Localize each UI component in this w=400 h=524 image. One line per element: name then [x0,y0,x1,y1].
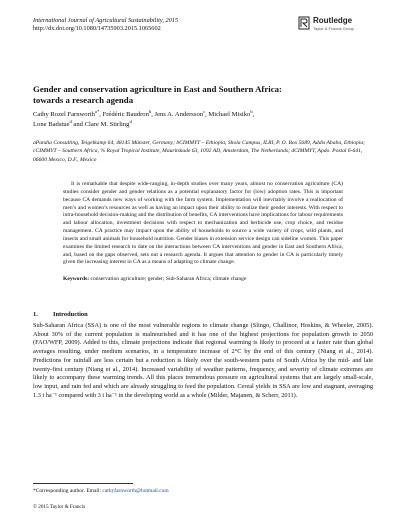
author-separator: , [252,111,255,118]
author-marker: a* [94,108,100,114]
title-line-2: towards a research agenda [33,94,134,105]
section-title: Introduction [53,311,88,318]
author-marker: b [250,108,253,114]
abstract: It is remarkable that despite wide-ranging, in-depth studies over many years, almost no conservation agriculture (CA) studies consider gender and gender relations as a potential explanatory factor for (low) adoption rates. This is important because CA demands new ways of working with the farm system. Implementation will inevitably involve a reallocation of men’s and women’s resources as well as having an impact upon their ability to realize their gender interests. With respect to intra-household decision-making and the distribution of benefits, CA interventions have implications for labour requirements and labour allocation, investment decisions with respect to mechanization and herbicide use, crop choice, and residue management. CA practice may impact upon the ability of households to source a wide variety of crops, wild plants, and insects and small animals for household nutrition. Gender biases in extension service design can sideline women. This paper examines the limited research to date on the interactions between CA interventions and gender in East and Southern Africa, and, based on the gaps observed, sets out a research agenda. It argues that attention to gender in CA is particularly timely given the increasing interest in CA as a means of adapting to climate change. [63,181,343,266]
author-name: , Michael Misiko [205,111,251,118]
publisher-tagline: Taylor & Francis Group [313,26,354,31]
doi-link[interactable]: http://dx.doi.org/10.1080/14735903.2015.1065602 [33,25,161,32]
author-name: , Frédéric Baudron [99,111,149,118]
publisher-name: Routledge [313,16,353,25]
routledge-logo-icon [298,16,310,30]
authors-line-1 [33,110,373,120]
section-heading [33,311,88,318]
footnote-rule [33,483,133,484]
author-list [33,110,373,130]
journal-citation: International Journal of Agricultural Sustainability, 2015 [33,17,179,24]
intro-paragraph: Sub-Saharan Africa (SSA) is one of the most vulnerable regions to climate change (Slingo, Challinor, Hoskins, & Wheeler, 2005). About 30% of the current population is malnourished and it has one of the highest projections for population growth to 2050 (FAO/WFP, 2009). Added to this, climate projections indicate that regional warming is likely to proceed at a faster rate than global averages resulting, under medium scenarios, in a temperature increase of 2°C by the end of this century (Niang et al., 2014). Predictions for rainfall are less certain but a reduction is likely over the south-western parts of South Africa by the mid- and late twenty-first century (Niang et al., 2014). Increased variability of weather patterns, frequency, and severity of climate extremes are likely to accompany these warming trends. All this places tremendous pressure on agricultural systems that are largely small-scale, low input, and rain fed and which are already struggling to feed the population. Cereal yields in SSA are low and stagnant, averaging 1.3 t ha⁻¹ compared with 3 t ha⁻¹ in the developing world as a whole (Milder, Majanen, & Scherr, 2011). [33,322,373,399]
author-marker: b [148,108,152,114]
author-email-link[interactable]: cathyfarnworth@hotmail.com [102,488,169,494]
article-title [33,84,373,105]
keywords [63,276,343,284]
running-header [33,17,178,33]
affiliations: aPandia Consulting, Teigelkamp 64, 48145 Münster, Germany; bCIMMYT – Ethiopia, Shola Campus, ILRI, P. O. Box 5689, Addis Ababa, Ethiopia; cCIMMYT – Southern Africa, % Royal Tropical Institute, Mauritskade 63, 1092 AD, Amsterdam, The Netherlands; dCIMMYT, Apdo. Postal 6-641, 06600 Mexico, D.F., Mexico [33,140,366,163]
keywords-label: Keywords: [63,276,90,282]
publisher-logo [298,14,378,36]
author-name: Cathy Rozel Farnworth [33,111,95,118]
author-name: Lone Badstue [33,120,70,128]
author-name: , Jens A. Andersson [151,111,204,118]
footnote-label: *Corresponding author. Email: [33,488,103,494]
author-marker: d [69,118,72,124]
section-number: 1. [33,311,38,318]
author-marker: d [129,118,132,124]
author-marker: c [203,108,206,114]
author-name: and Clare M. Stirling [71,120,130,128]
footnote [33,488,169,495]
authors-line-2 [33,120,373,130]
copyright: © 2015 Taylor & Francis [33,504,86,510]
title-line-1: Gender and conservation agriculture in East and Southern Africa: [33,84,282,94]
keywords-list: conservation agriculture; gender; Sub-Saharan Africa; climate change [89,276,247,282]
